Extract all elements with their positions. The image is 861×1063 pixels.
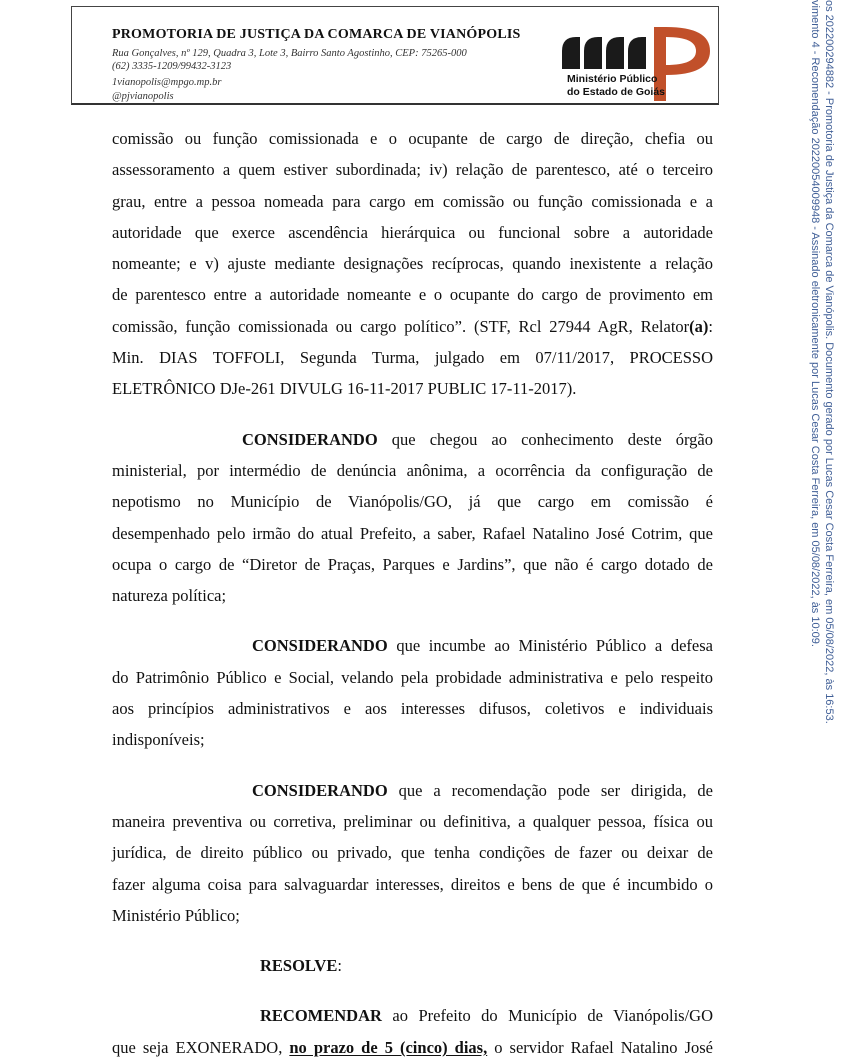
text-segment: que incumbe ao Ministério Público a defesa (387, 636, 713, 656)
logo-arch-2 (584, 37, 602, 69)
recomendar-heading: RECOMENDAR (260, 1006, 382, 1026)
text-segment: comissão, função comissionada ou cargo político”. (STF, Rcl 27944 AgR, Relator (112, 316, 690, 336)
text-segment: : (337, 956, 342, 976)
letterhead-social: @pjvianopolis (112, 91, 174, 102)
text-line: ministerial, por intermédio de denúncia anônima, a ocorrência da configuração de (112, 460, 713, 480)
paragraph-considerando-2 (112, 630, 713, 755)
text-line: Min. DIAS TOFFOLI, Segunda Turma, julgado em 07/11/2017, PROCESSO (112, 348, 713, 368)
paragraph-recomendar (112, 1000, 713, 1063)
signature-note-line-1: os 202200294882 - Promotoria de Justiça da Comarca de Vianópolis. Documento gerado por Lucas Cesar Costa Ferreira, em 05/08/2022, às 16:53. (823, 0, 835, 724)
letterhead (71, 6, 719, 105)
text-line: jurídica, de direito público ou privado, que tenha condições de fazer ou deixar de (112, 843, 713, 863)
text-line: comissão ou função comissionada e o ocupante de cargo de direção, chefia ou (112, 129, 713, 148)
letterhead-address: Rua Gonçalves, nº 129, Quadra 3, Lote 3, Bairro Santo Agostinho, CEP: 75265-000 (112, 48, 467, 59)
text-line: autoridade que exerce ascendência hierárquica ou funcional sobre a autoridade (112, 222, 713, 242)
considerando-heading: CONSIDERANDO (242, 429, 378, 449)
text-line: desempenhado pelo irmão do atual Prefeito, a saber, Rafael Natalino José Cotrim, que (112, 523, 713, 543)
considerando-heading: CONSIDERANDO (252, 780, 388, 800)
logo-arch-1 (562, 37, 580, 69)
deadline-emphasis: no prazo de 5 (cinco) dias, (289, 1037, 488, 1057)
text-line (112, 1032, 713, 1063)
text-line: do Patrimônio Público e Social, velando pela probidade administrativa e pelo respeito (112, 667, 713, 687)
text-line (112, 950, 713, 981)
paragraph-considerando-1 (112, 424, 713, 612)
logo-line-1: Ministério Público (567, 73, 658, 85)
letterhead-email: 1vianopolis@mpgo.mp.br (112, 77, 222, 88)
text-line (112, 424, 713, 455)
text-line: nepotismo no Município de Vianópolis/GO, já que cargo em comissão é (112, 492, 713, 512)
letterhead-title: PROMOTORIA DE JUSTIÇA DA COMARCA DE VIANÓPOLIS (112, 27, 521, 42)
logo-line-2: do Estado de Goiás (567, 86, 666, 98)
considerando-heading: CONSIDERANDO (252, 636, 388, 656)
text-line: ocupa o cargo de “Diretor de Praças, Parques e Jardins”, que não é cargo dotado de (112, 554, 713, 574)
paragraph-gap (112, 981, 713, 1000)
paragraph-gap (112, 931, 713, 950)
text-line: fazer alguma coisa para salvaguardar interesses, direitos e bens de que é incumbido o (112, 874, 713, 894)
text-line (112, 1000, 713, 1031)
paragraph-gap (112, 405, 713, 424)
resolve-label: RESOLVE (260, 956, 338, 976)
text-line (112, 630, 713, 661)
text-line: grau, entre a pessoa nomeada para cargo em comissão ou função comissionada e a (112, 191, 713, 211)
text-line (112, 311, 713, 342)
text-segment: que a recomendação pode ser dirigida, de (387, 780, 713, 800)
paragraph-citation (112, 123, 713, 405)
text-line: de parentesco entre a autoridade nomeante e o ocupante do cargo de provimento em (112, 285, 713, 305)
text-line: natureza política; (112, 586, 227, 606)
logo-arch-4 (628, 37, 646, 69)
text-line: ELETRÔNICO DJe-261 DIVULG 16-11-2017 PUBLIC 17-11-2017). (112, 379, 577, 399)
text-segment: que chegou ao conhecimento deste órgão (377, 429, 713, 449)
logo-arch-3 (606, 37, 624, 69)
text-line: nomeante; e v) ajuste mediante designações recíprocas, quando inexistente a relação (112, 254, 713, 274)
paragraph-gap (112, 611, 713, 630)
document-body (112, 123, 713, 1063)
paragraph-gap (112, 756, 713, 775)
text-line: aos princípios administrativos e aos interesses difusos, coletivos e individuais (112, 699, 713, 719)
signature-note-line-2: vimento 4 - Recomendação 20220054009948 - Assinado eletronicamente por Lucas Cesar Costa Ferreira, em 05/08/2022, às 10:09. (809, 0, 821, 647)
text-segment: ao Prefeito do Município de Vianópolis/GO (381, 1006, 713, 1026)
text-segment: o servidor Rafael Natalino José (487, 1037, 713, 1057)
text-line: assessoramento a quem estiver subordinada; iv) relação de parentesco, até o terceiro (112, 160, 713, 180)
text-line: Ministério Público; (112, 905, 240, 925)
text-line (112, 775, 713, 806)
text-line: maneira preventiva ou corretiva, preliminar ou definitiva, a qualquer pessoa, física ou (112, 811, 713, 831)
text-line: indisponíveis; (112, 730, 205, 750)
letterhead-phone: (62) 3335-1209/99432-3123 (112, 61, 232, 72)
text-segment: : (708, 316, 713, 336)
electronic-signature-note (804, 0, 860, 1024)
resolve-heading (112, 950, 713, 981)
bold-segment: (a) (689, 316, 709, 336)
paragraph-considerando-3 (112, 775, 713, 931)
text-segment: que seja EXONERADO, (112, 1037, 290, 1057)
